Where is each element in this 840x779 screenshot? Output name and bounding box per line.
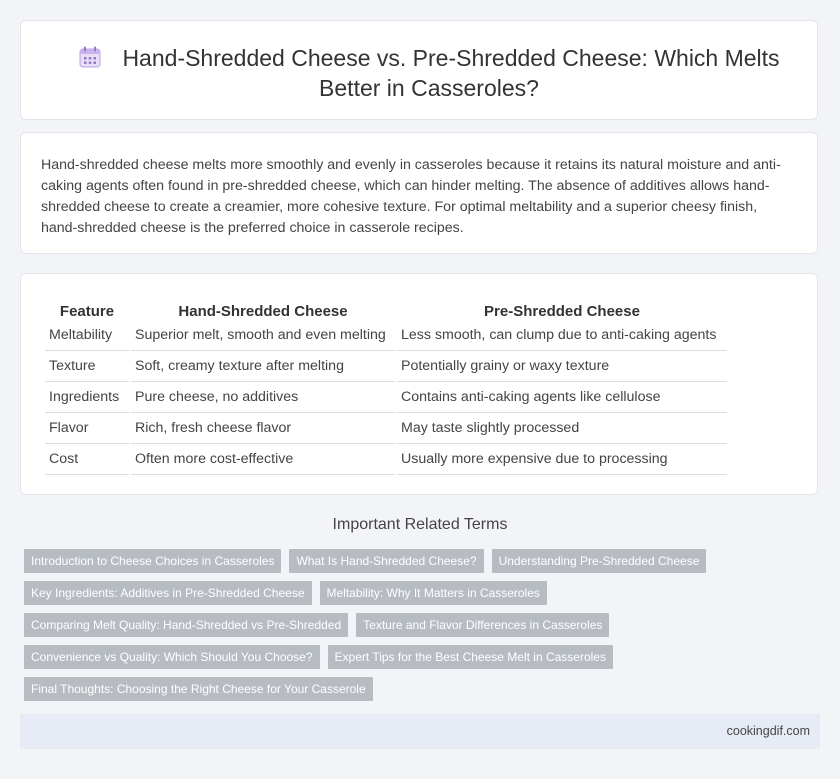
feature-cell: Ingredients [45, 382, 129, 413]
feature-cell: Flavor [45, 413, 129, 444]
related-term-tag[interactable]: What Is Hand-Shredded Cheese? [289, 549, 483, 573]
table-row [45, 351, 727, 382]
table-row [45, 413, 727, 444]
related-term-tag[interactable]: Understanding Pre-Shredded Cheese [492, 549, 707, 573]
site-name[interactable]: cookingdif.com [726, 724, 810, 738]
table-header-row [45, 294, 727, 320]
related-terms-heading: Important Related Terms [332, 516, 508, 533]
footer [20, 714, 820, 749]
feature-cell: Meltability [45, 320, 129, 351]
pre-shredded-cell: Usually more expensive due to processing [397, 444, 727, 475]
related-term-tag[interactable]: Meltability: Why It Matters in Casseroles [320, 581, 547, 605]
hand-shredded-cell: Rich, fresh cheese flavor [131, 413, 395, 444]
calendar-icon [78, 45, 102, 69]
table-row [45, 320, 727, 351]
header-pre-shredded: Pre-Shredded Cheese [484, 303, 640, 320]
related-term-tag[interactable]: Introduction to Cheese Choices in Casseroles [24, 549, 281, 573]
summary-card [20, 132, 818, 254]
pre-shredded-cell: Contains anti-caking agents like cellulose [397, 382, 727, 413]
title-card [20, 20, 818, 120]
related-term-tag[interactable]: Comparing Melt Quality: Hand-Shredded vs Pre-Shredded [24, 613, 348, 637]
feature-cell: Texture [45, 351, 129, 382]
pre-shredded-cell: Less smooth, can clump due to anti-caking agents [397, 320, 727, 351]
page-title-wrap [61, 43, 797, 103]
related-term-tag[interactable]: Convenience vs Quality: Which Should You Choose? [24, 645, 320, 669]
hand-shredded-cell: Often more cost-effective [131, 444, 395, 475]
hand-shredded-cell: Soft, creamy texture after melting [131, 351, 395, 382]
table-row [45, 444, 727, 475]
related-terms-list [24, 549, 714, 701]
related-term-tag[interactable]: Key Ingredients: Additives in Pre-Shredded Cheese [24, 581, 312, 605]
page-title: Hand-Shredded Cheese vs. Pre-Shredded Cheese: Which Melts Better in Casseroles? [122, 45, 780, 101]
summary-text: Hand-shredded cheese melts more smoothly and evenly in casseroles because it retains its natural moisture and anti-caking agents often found in pre-shredded cheese, which can hinder melting. The absence of additives allows hand-shredded cheese to create a creamier, more cohesive texture. For optimal meltability and a superior cheesy finish, hand-shredded cheese is the preferred choice in casserole recipes. [41, 157, 781, 236]
comparison-table [43, 294, 729, 475]
header-hand-shredded: Hand-Shredded Cheese [178, 303, 348, 320]
related-term-tag[interactable]: Texture and Flavor Differences in Casseroles [356, 613, 609, 637]
related-term-tag[interactable]: Final Thoughts: Choosing the Right Cheese for Your Casserole [24, 677, 373, 701]
pre-shredded-cell: Potentially grainy or waxy texture [397, 351, 727, 382]
hand-shredded-cell: Pure cheese, no additives [131, 382, 395, 413]
table-row [45, 382, 727, 413]
comparison-table-card [20, 273, 818, 495]
pre-shredded-cell: May taste slightly processed [397, 413, 727, 444]
hand-shredded-cell: Superior melt, smooth and even melting [131, 320, 395, 351]
related-term-tag[interactable]: Expert Tips for the Best Cheese Melt in Casseroles [328, 645, 613, 669]
header-feature: Feature [59, 303, 115, 320]
feature-cell: Cost [45, 444, 129, 475]
